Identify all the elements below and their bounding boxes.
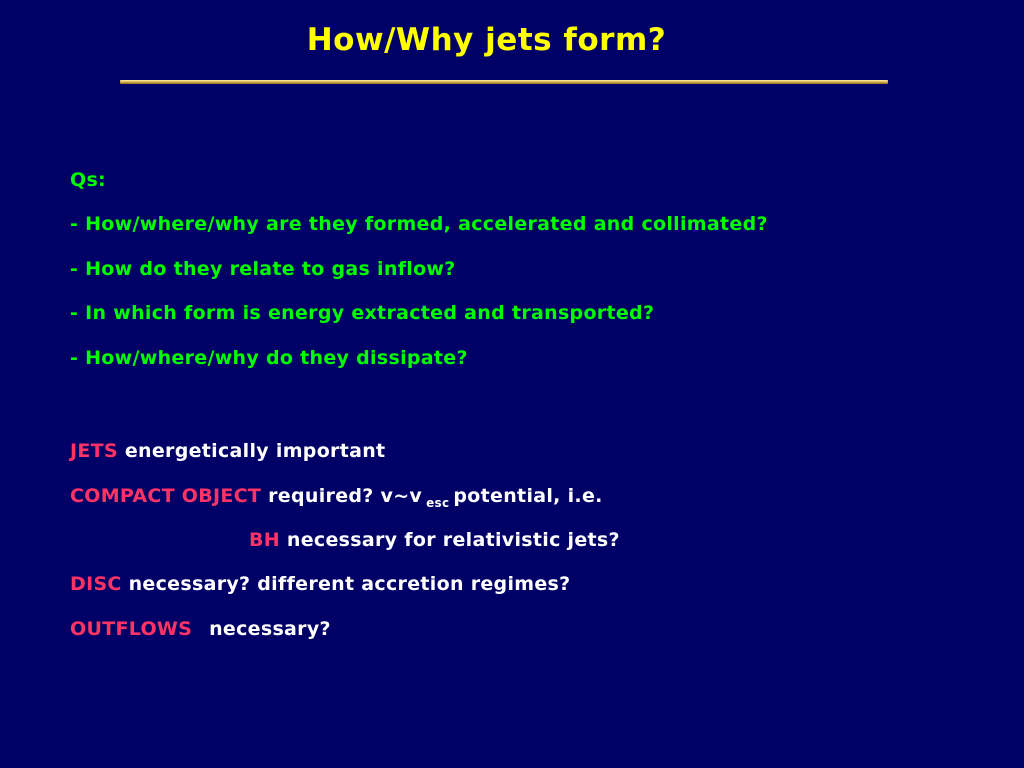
slide-title: How/Why jets form? xyxy=(306,22,667,58)
question-item: - How/where/why are they formed, accelerated and collimated? xyxy=(70,213,768,235)
statement-text: potential, i.e. xyxy=(453,485,603,507)
subscript-esc: esc xyxy=(426,496,450,510)
question-item: - How/where/why do they dissipate? xyxy=(70,347,468,369)
statement-compact-object xyxy=(70,485,603,510)
statement-jets xyxy=(70,440,385,462)
statement-text: necessary? xyxy=(209,618,331,640)
statement-text: necessary? different accretion regimes? xyxy=(128,573,571,595)
keyword-outflows: OUTFLOWS xyxy=(70,618,193,640)
question-item: - How do they relate to gas inflow? xyxy=(70,258,456,280)
statement-text: required? v~v xyxy=(268,485,423,507)
questions-heading: Qs: xyxy=(70,169,106,191)
statement-text: necessary for relativistic jets? xyxy=(286,529,620,551)
keyword-jets: JETS xyxy=(70,440,118,462)
keyword-bh: BH xyxy=(249,529,280,551)
title-divider xyxy=(120,80,888,84)
statement-outflows xyxy=(70,618,331,640)
statement-disc xyxy=(70,573,570,595)
statement-bh xyxy=(249,529,620,551)
question-item: - In which form is energy extracted and transported? xyxy=(70,302,655,324)
keyword-compact-object: COMPACT OBJECT xyxy=(70,485,262,507)
keyword-disc: DISC xyxy=(70,573,122,595)
statement-text: energetically important xyxy=(124,440,386,462)
